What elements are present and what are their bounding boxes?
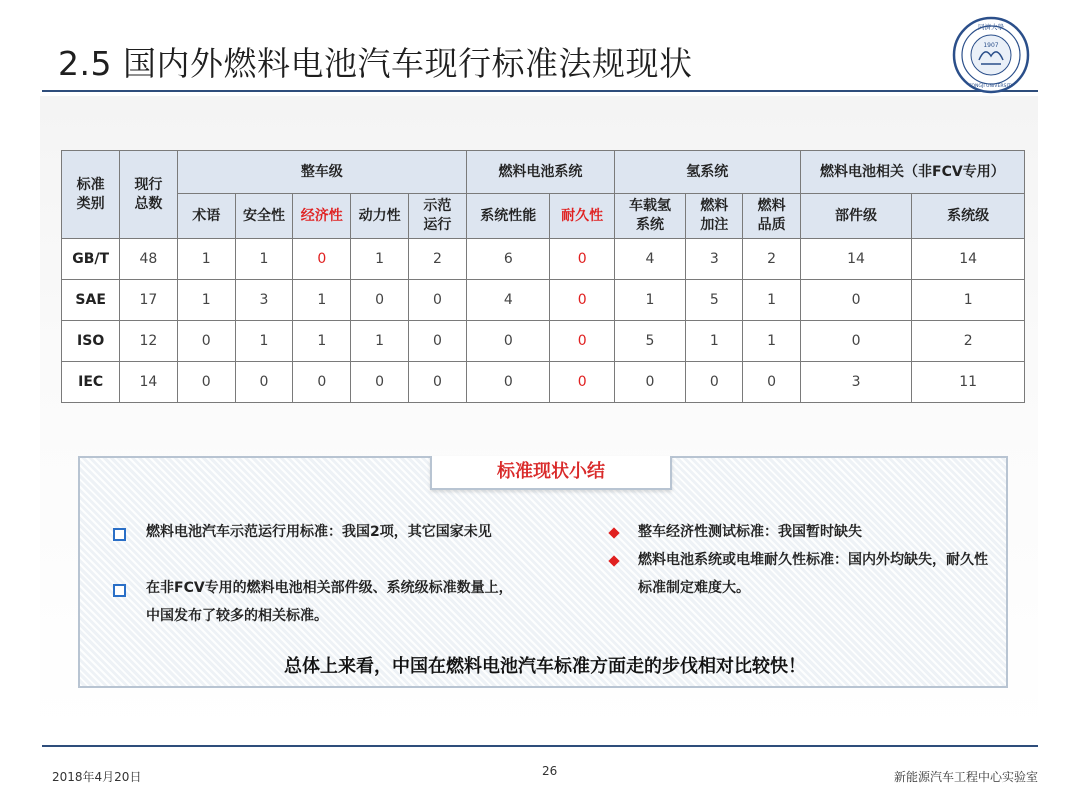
subheader-component: 部件级: [800, 194, 912, 239]
table-row: [62, 280, 1025, 321]
cell-refuel: 5: [686, 280, 743, 321]
cell-demo: 0: [408, 321, 466, 362]
cell-fuel-quality: 1: [743, 321, 800, 362]
cell-sys-perf: 6: [467, 239, 550, 280]
summary-right-item: 整车经济性测试标准：我国暂时缺失: [638, 524, 862, 540]
cell-economy: 0: [293, 239, 351, 280]
summary-right-item: 燃料电池系统或电堆耐久性标准：国内外均缺失，耐久性标准制定难度大。: [638, 552, 988, 596]
cell-total: 17: [120, 280, 177, 321]
cell-type: SAE: [62, 280, 120, 321]
cell-total: 14: [120, 362, 177, 403]
cell-sys-perf: 0: [467, 362, 550, 403]
cell-safety: 3: [235, 280, 292, 321]
cell-refuel: 1: [686, 321, 743, 362]
cell-system: 2: [912, 321, 1025, 362]
cell-economy: 1: [293, 321, 351, 362]
group-fuel-cell: 燃料电池系统: [467, 151, 615, 194]
cell-demo: 2: [408, 239, 466, 280]
cell-fuel-quality: 2: [743, 239, 800, 280]
group-vehicle: 整车级: [177, 151, 466, 194]
cell-sys-perf: 0: [467, 321, 550, 362]
cell-system: 11: [912, 362, 1025, 403]
logo-year: 1907: [983, 42, 999, 49]
subheader-sys-perf: 系统性能: [467, 194, 550, 239]
cell-fuel-quality: 1: [743, 280, 800, 321]
cell-durability: 0: [550, 321, 614, 362]
header-total: 现行总数: [120, 151, 177, 239]
footer-organization: 新能源汽车工程中心实验室: [893, 770, 1038, 784]
cell-fuel-quality: 0: [743, 362, 800, 403]
cell-economy: 0: [293, 362, 351, 403]
cell-terms: 0: [177, 321, 235, 362]
cell-refuel: 3: [686, 239, 743, 280]
table-row: [62, 321, 1025, 362]
cell-type: GB/T: [62, 239, 120, 280]
cell-terms: 1: [177, 280, 235, 321]
cell-durability: 0: [550, 239, 614, 280]
cell-refuel: 0: [686, 362, 743, 403]
cell-system: 1: [912, 280, 1025, 321]
page-title: 2.5 国内外燃料电池汽车现行标准法规现状: [58, 44, 693, 83]
cell-component: 0: [800, 280, 912, 321]
standards-table: [61, 150, 1025, 403]
summary-left-item: 燃料电池汽车示范运行用标准：我国2项，其它国家未见: [146, 524, 492, 540]
cell-type: IEC: [62, 362, 120, 403]
diamond-bullet-icon: [608, 555, 619, 566]
cell-safety: 1: [235, 239, 292, 280]
subheader-fuel-quality: 燃料品质: [743, 194, 800, 239]
subheader-durability: 耐久性: [550, 194, 614, 239]
cell-power: 1: [351, 321, 408, 362]
cell-component: 0: [800, 321, 912, 362]
subheader-terms: 术语: [177, 194, 235, 239]
footer-divider: [42, 745, 1038, 747]
cell-demo: 0: [408, 362, 466, 403]
cell-power: 0: [351, 362, 408, 403]
summary-left-item: 在非FCV专用的燃料电池相关部件级、系统级标准数量上，中国发布了较多的相关标准。: [146, 580, 513, 624]
cell-safety: 0: [235, 362, 292, 403]
cell-terms: 1: [177, 239, 235, 280]
cell-total: 12: [120, 321, 177, 362]
table-subheader-row: [62, 194, 1025, 239]
cell-onboard-h2: 0: [614, 362, 685, 403]
group-hydrogen: 氢系统: [614, 151, 800, 194]
subheader-refuel: 燃料加注: [686, 194, 743, 239]
title-divider: [42, 90, 1038, 92]
table-header-row: [62, 151, 1025, 194]
subheader-system: 系统级: [912, 194, 1025, 239]
summary-title: 标准现状小结: [430, 456, 672, 490]
cell-power: 0: [351, 280, 408, 321]
table-row: [62, 362, 1025, 403]
subheader-safety: 安全性: [235, 194, 292, 239]
cell-durability: 0: [550, 362, 614, 403]
logo-text-bottom: TONGJI UNIVERSITY: [968, 84, 1014, 89]
cell-type: ISO: [62, 321, 120, 362]
group-fc-related: 燃料电池相关（非FCV专用）: [800, 151, 1024, 194]
summary-box: [78, 456, 1008, 688]
summary-conclusion: 总体上来看，中国在燃料电池汽车标准方面走的步伐相对比较快！: [284, 656, 806, 677]
cell-component: 3: [800, 362, 912, 403]
cell-onboard-h2: 4: [614, 239, 685, 280]
cell-total: 48: [120, 239, 177, 280]
cell-sys-perf: 4: [467, 280, 550, 321]
page-number: 26: [542, 764, 558, 778]
cell-system: 14: [912, 239, 1025, 280]
subheader-power: 动力性: [351, 194, 408, 239]
cell-terms: 0: [177, 362, 235, 403]
logo-text-top: 同濟大學: [978, 23, 1004, 31]
university-logo: [952, 16, 1030, 94]
cell-economy: 1: [293, 280, 351, 321]
cell-power: 1: [351, 239, 408, 280]
subheader-economy: 经济性: [293, 194, 351, 239]
cell-onboard-h2: 1: [614, 280, 685, 321]
subheader-onboard-h2: 车载氢系统: [614, 194, 685, 239]
square-bullet-icon: [113, 584, 126, 597]
subheader-demo: 示范运行: [408, 194, 466, 239]
cell-component: 14: [800, 239, 912, 280]
cell-safety: 1: [235, 321, 292, 362]
square-bullet-icon: [113, 528, 126, 541]
diamond-bullet-icon: [608, 527, 619, 538]
cell-durability: 0: [550, 280, 614, 321]
header-type: 标准类别: [62, 151, 120, 239]
table-row: [62, 239, 1025, 280]
footer-date: 2018年4月20日: [52, 770, 142, 784]
cell-demo: 0: [408, 280, 466, 321]
cell-onboard-h2: 5: [614, 321, 685, 362]
